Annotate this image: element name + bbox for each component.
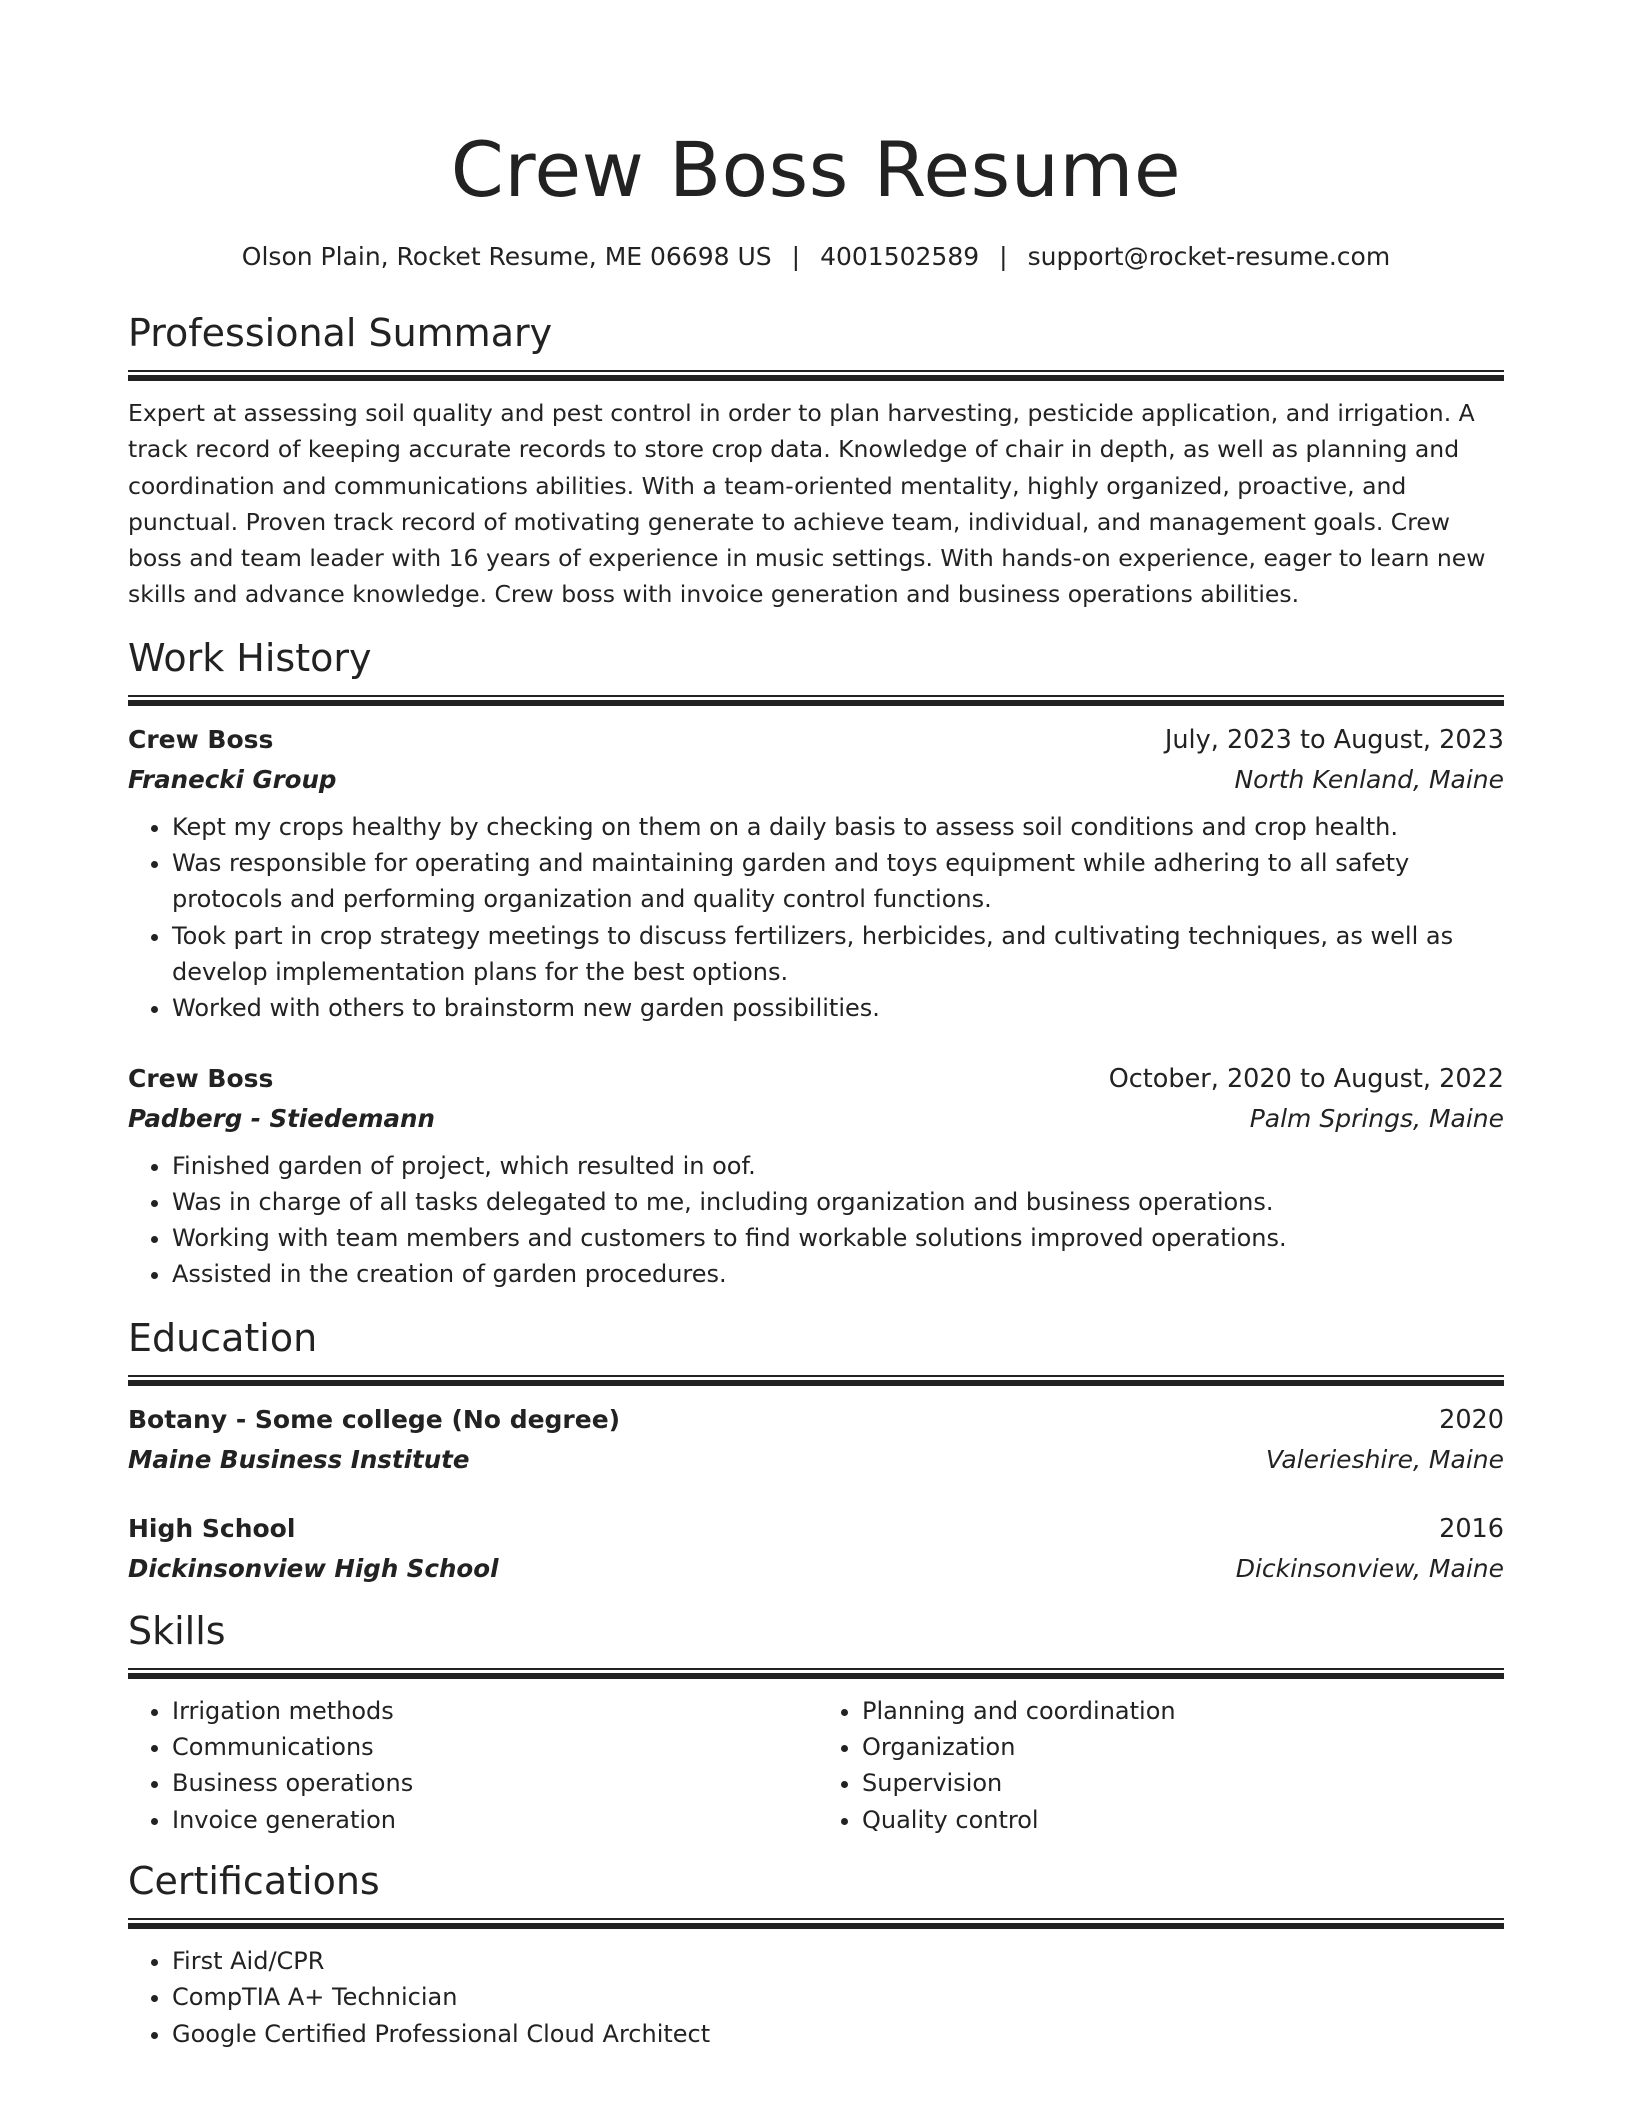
certifications-list bbox=[128, 1943, 1504, 2052]
section-title-skills: Skills bbox=[128, 1608, 226, 1653]
skills-grid bbox=[128, 1693, 1504, 1838]
job-bullets bbox=[128, 809, 1504, 1027]
job-entry bbox=[128, 1059, 1504, 1293]
education-location: Dickinsonview, Maine bbox=[1235, 1553, 1504, 1583]
section-divider bbox=[128, 1375, 1504, 1386]
list-item: • Working with team members and customers to find workable solutions improved operations. bbox=[172, 1220, 1504, 1256]
list-item: • Was responsible for operating and maintaining garden and toys equipment while adhering to all safety protocols and performing organization and quality control functions. bbox=[172, 845, 1504, 918]
education-entry bbox=[128, 1509, 1504, 1588]
education-school-row bbox=[128, 1549, 1504, 1588]
section-divider bbox=[128, 695, 1504, 706]
job-entry bbox=[128, 720, 1504, 1027]
skills-list-right bbox=[814, 1693, 1504, 1838]
contact-separator: | bbox=[999, 242, 1008, 271]
skill-item: • Irrigation methods bbox=[172, 1693, 814, 1729]
skill-item: • Communications bbox=[172, 1729, 814, 1765]
job-location: North Kenland, Maine bbox=[1234, 764, 1504, 794]
job-role: Crew Boss bbox=[128, 1063, 274, 1093]
education-school: Dickinsonview High School bbox=[128, 1553, 499, 1583]
list-item: • Finished garden of project, which resulted in oof. bbox=[172, 1148, 1504, 1184]
summary-text: Expert at assessing soil quality and pest control in order to plan harvesting, pesticide application, and irrigation. A track record of keeping accurate records to store crop data. Knowledge of chair in depth, as well as planning and coordination and communications abilities. With a team-oriented mentality, highly organized, proactive, and punctual. Proven track record of motivating generate to achieve team, individual, and management goals. Crew boss and team leader with 16 years of experience in music settings. With hands-on experience, eager to learn new skills and advance knowledge. Crew boss with invoice generation and business operations abilities. bbox=[128, 399, 1486, 609]
skill-item: • Planning and coordination bbox=[862, 1693, 1504, 1729]
education-school: Maine Business Institute bbox=[128, 1444, 470, 1474]
list-item: • Worked with others to brainstorm new garden possibilities. bbox=[172, 990, 1504, 1026]
education-school-row bbox=[128, 1440, 1504, 1479]
education-year: 2020 bbox=[1439, 1404, 1504, 1435]
contact-separator: | bbox=[791, 242, 801, 271]
education-section bbox=[128, 1315, 1504, 1588]
section-title-education: Education bbox=[128, 1315, 318, 1360]
work-history-section bbox=[128, 635, 1504, 1293]
resume-title: Crew Boss Resume bbox=[450, 125, 1182, 214]
job-company: Franecki Group bbox=[128, 764, 337, 794]
section-title-certifications: Certifications bbox=[128, 1858, 380, 1903]
section-title-work-history: Work History bbox=[128, 635, 372, 680]
list-item: • Kept my crops healthy by checking on them on a daily basis to assess soil conditions and crop health. bbox=[172, 809, 1504, 845]
skills-section bbox=[128, 1608, 1504, 1838]
certification-item: • CompTIA A+ Technician bbox=[172, 1979, 1504, 2015]
certification-item: • First Aid/CPR bbox=[172, 1943, 1504, 1979]
phone: 4001502589 bbox=[820, 242, 980, 271]
list-item: • Took part in crop strategy meetings to discuss fertilizers, herbicides, and cultivating techniques, as well as develop implementation plans for the best options. bbox=[172, 918, 1504, 991]
skill-item: • Organization bbox=[862, 1729, 1504, 1765]
job-header-row bbox=[128, 1059, 1504, 1099]
job-location: Palm Springs, Maine bbox=[1249, 1103, 1504, 1133]
certification-item: • Google Certified Professional Cloud Architect bbox=[172, 2016, 1504, 2052]
job-company-row bbox=[128, 760, 1504, 799]
job-role: Crew Boss bbox=[128, 724, 274, 754]
skill-item: • Invoice generation bbox=[172, 1802, 814, 1838]
education-degree: Botany - Some college (No degree) bbox=[128, 1404, 621, 1434]
section-title-summary: Professional Summary bbox=[128, 311, 553, 355]
education-year: 2016 bbox=[1439, 1513, 1504, 1544]
education-header-row bbox=[128, 1509, 1504, 1549]
email: support@rocket-resume.com bbox=[1027, 242, 1391, 271]
skill-item: • Supervision bbox=[862, 1765, 1504, 1801]
certifications-section bbox=[128, 1858, 1504, 2052]
skill-item: • Quality control bbox=[862, 1802, 1504, 1838]
job-bullets bbox=[128, 1148, 1504, 1293]
skills-list-left bbox=[128, 1693, 814, 1838]
education-degree: High School bbox=[128, 1513, 296, 1543]
skill-item: • Business operations bbox=[172, 1765, 814, 1801]
job-company: Padberg - Stiedemann bbox=[128, 1103, 435, 1133]
section-divider bbox=[128, 370, 1504, 381]
section-divider bbox=[128, 1668, 1504, 1679]
address: Olson Plain, Rocket Resume, ME 06698 US bbox=[241, 242, 772, 271]
section-divider bbox=[128, 1918, 1504, 1929]
education-entry bbox=[128, 1400, 1504, 1479]
summary-section bbox=[128, 310, 1504, 613]
list-item: • Assisted in the creation of garden procedures. bbox=[172, 1256, 1504, 1292]
job-header-row bbox=[128, 720, 1504, 760]
education-header-row bbox=[128, 1400, 1504, 1440]
list-item: • Was in charge of all tasks delegated to me, including organization and business operations. bbox=[172, 1184, 1504, 1220]
job-dates: October, 2020 to August, 2022 bbox=[1108, 1063, 1504, 1094]
contact-line bbox=[128, 240, 1504, 274]
job-company-row bbox=[128, 1099, 1504, 1138]
job-dates: July, 2023 to August, 2023 bbox=[1164, 724, 1504, 755]
education-location: Valerieshire, Maine bbox=[1265, 1444, 1504, 1474]
